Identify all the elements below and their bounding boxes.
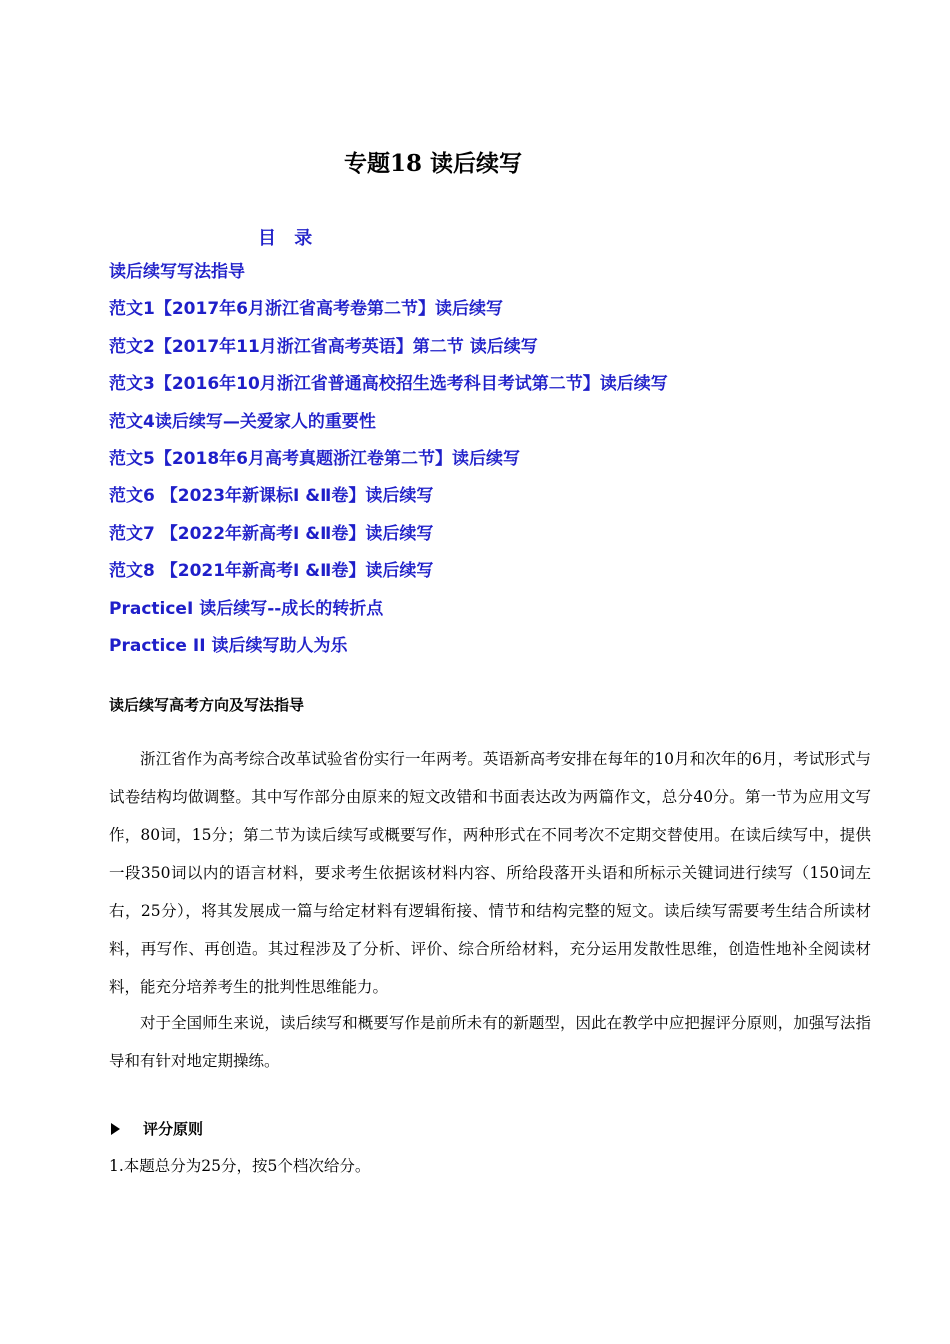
body-paragraph-1-block	[109, 740, 871, 1006]
criteria-line-1: 1.本题总分为25分，按5个档次给分。	[109, 1157, 371, 1175]
body-paragraph: 对于全国师生来说，读后续写和概要写作是前所未有的新题型，因此在教学中应把握评分原则，加强写法指导和有针对地定期操练。	[109, 1014, 871, 1070]
toc-item-sample-4[interactable]: 范文4读后续写—关爱家人的重要性	[109, 411, 376, 432]
toc-item-sample-2[interactable]: 范文2【2017年11月浙江省高考英语】第二节 读后续写	[109, 336, 538, 357]
toc-item-sample-6[interactable]: 范文6 【2023年新课标Ⅰ &Ⅱ卷】读后续写	[109, 486, 434, 507]
criteria-heading-label: 评分原则	[143, 1120, 204, 1138]
toc-item-sample-3[interactable]: 范文3【2016年10月浙江省普通高校招生选考科目考试第二节】读后续写	[109, 374, 668, 395]
body-paragraph-2-block	[109, 1004, 871, 1080]
criteria-heading	[109, 1118, 203, 1139]
toc-item-practice-1[interactable]: PracticeI 读后续写--成长的转折点	[109, 598, 384, 619]
body-paragraph: 浙江省作为高考综合改革试验省份实行一年两考。英语新高考安排在每年的10月和次年的6月，考试形式与试卷结构均做调整。其中写作部分由原来的短文改错和书面表达改为两篇作文，总分40分。第一节为应用文写作，80词，15分；第二节为读后续写或概要写作，两种形式在不同考次不定期交替使用。在读后续写中，提供一段350词以内的语言材料，要求考生依据该材料内容、所给段落开头语和所标示关键词进行续写（150词左右，25分），将其发展成一篇与给定材料有逻辑衔接、情节和结构完整的短文。读后续写需要考生结合所读材料，再写作、再创造。其过程涉及了分析、评价、综合所给材料，充分运用发散性思维，创造性地补全阅读材料，能充分培养考生的批判性思维能力。	[109, 750, 871, 996]
page-title: 专题18 读后续写	[343, 150, 522, 177]
table-of-contents	[109, 260, 668, 671]
toc-heading: 目 录	[258, 228, 319, 249]
section-heading: 读后续写高考方向及写法指导	[109, 696, 305, 714]
toc-item-sample-1[interactable]: 范文1【2017年6月浙江省高考卷第二节】读后续写	[109, 299, 503, 320]
toc-item-sample-7[interactable]: 范文7 【2022年新高考Ⅰ &Ⅱ卷】读后续写	[109, 523, 434, 544]
toc-item-sample-8[interactable]: 范文8 【2021年新高考Ⅰ &Ⅱ卷】读后续写	[109, 561, 434, 582]
arrow-bullet-icon	[111, 1123, 120, 1135]
toc-item-sample-5[interactable]: 范文5【2018年6月高考真题浙江卷第二节】读后续写	[109, 448, 520, 469]
toc-item-writing-guide[interactable]: 读后续写写法指导	[109, 262, 245, 282]
toc-item-practice-2[interactable]: Practice II 读后续写助人为乐	[109, 635, 348, 656]
